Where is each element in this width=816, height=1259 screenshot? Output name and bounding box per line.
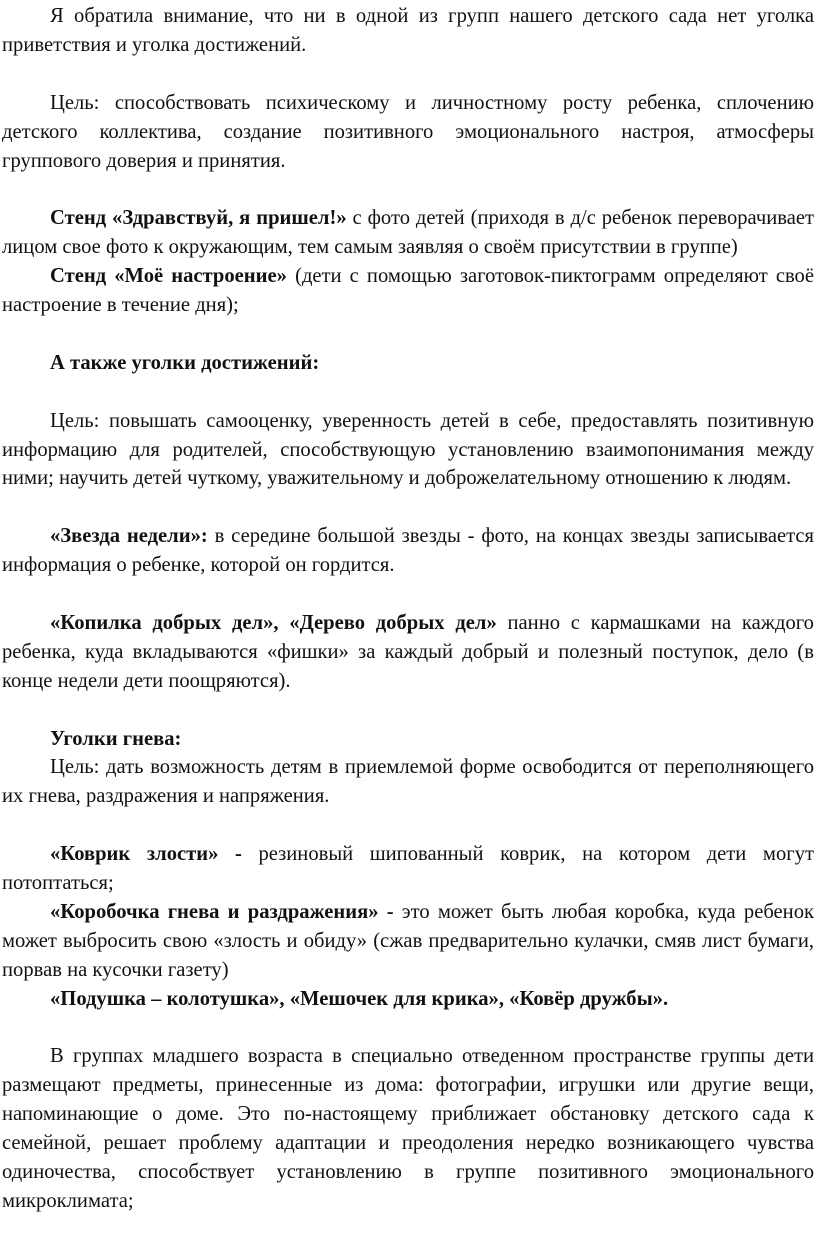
paragraph-goal-1: [2, 89, 814, 176]
paragraph-junior-groups: [2, 1042, 814, 1215]
paragraph-anger-box: [2, 898, 814, 985]
paragraph-text: Цель: способствовать психическому и личностному росту ребенка, сплочению детского коллектива, создание позитивного эмоционального настроя, атмосферы группового доверия и принятия.: [2, 91, 814, 172]
paragraph-text: Я обратила внимание, что ни в одной из групп нашего детского сада нет уголка приветствия и уголка достижений.: [2, 5, 814, 56]
paragraph-text: резиновый шипованный коврик, на котором дети могут потоптаться;: [2, 843, 814, 895]
paragraph-stand-mood: [2, 262, 814, 320]
paragraph-good-deeds: [2, 609, 814, 696]
paragraph-bold-lead: «Звезда недели»:: [50, 525, 208, 548]
paragraph-bold-lead: А также уголки достижений:: [50, 351, 320, 374]
paragraph-text: (дети с помощью заготовок-пиктограмм определяют своё настроение в течение дня);: [2, 265, 814, 317]
paragraph-bold-lead: Уголки гнева:: [50, 727, 182, 750]
paragraph-text: с фото детей (приходя в д/с ребенок переворачивает лицом свое фото к окружающим, тем самым заявляя о своём присутствии в группе): [2, 207, 814, 259]
section-heading-achievements: [2, 349, 814, 378]
paragraph-spacer: [2, 696, 814, 725]
paragraph-text: в середине большой звезды - фото, на концах звезды записывается информация о ребенке, которой он гордится.: [2, 525, 814, 577]
paragraph-pillow: [2, 985, 814, 1014]
paragraph-spacer: [2, 580, 814, 609]
paragraph-spacer: [2, 1014, 814, 1043]
paragraph-text: Цель: повышать самооценку, уверенность детей в себе, предоставлять позитивную информацию для родителей, способствующую установлению взаимопонимания между ними; научить детей чуткому, уважительному и доброжелательному отношению к людям.: [2, 409, 814, 490]
paragraph-anger-rug: [2, 840, 814, 898]
paragraph-goal-3: [2, 753, 814, 811]
paragraph-text: Цель: дать возможность детям в приемлемой форме освободится от переполняющего их гнева, раздражения и напряжения.: [2, 756, 814, 808]
paragraph-spacer: [2, 60, 814, 89]
paragraph-text: это может быть любая коробка, куда ребенок может выбросить свою «злость и обиду» (сжав предварительно кулачки, смяв лист бумаги, порвав на кусочки газету): [2, 900, 815, 981]
paragraph-goal-2: [2, 407, 814, 494]
paragraph-spacer: [2, 811, 814, 840]
paragraph-spacer: [2, 320, 814, 349]
paragraph-stand-hello: [2, 204, 814, 262]
paragraph-bold-lead: «Копилка добрых дел», «Дерево добрых дел»: [50, 611, 497, 634]
paragraph-bold-lead: «Подушка – колотушка», «Мешочек для крика», «Ковёр дружбы».: [50, 987, 669, 1010]
paragraph-bold-lead: Стенд «Моё настроение»: [50, 265, 287, 288]
paragraph-bold-lead: Стенд «Здравствуй, я пришел!»: [50, 207, 347, 230]
paragraph-spacer: [2, 175, 814, 204]
paragraph-bold-lead: «Коврик злости» -: [50, 843, 242, 866]
section-heading-anger: [2, 725, 814, 754]
paragraph-text: В группах младшего возраста в специально отведенном пространстве группы дети размещают предметы, принесенные из дома: фотографии, игрушки или другие вещи, напоминающие о доме. Это по-настоящему приближает обстановку детского сада к семейной, решает проблему адаптации и преодоления нередко возникающего чувства одиночества, способствует установлению в группе позитивного эмоционального микроклимата;: [2, 1045, 814, 1213]
paragraph-spacer: [2, 378, 814, 407]
paragraph-star-of-week: [2, 522, 814, 580]
paragraph-bold-lead: «Коробочка гнева и раздражения» -: [50, 900, 394, 923]
paragraph-intro: [2, 2, 814, 60]
paragraph-spacer: [2, 493, 814, 522]
paragraph-text: панно с кармашками на каждого ребенка, куда вкладываются «фишки» за каждый добрый и полезный поступок, дело (в конце недели дети поощряются).: [2, 611, 814, 692]
